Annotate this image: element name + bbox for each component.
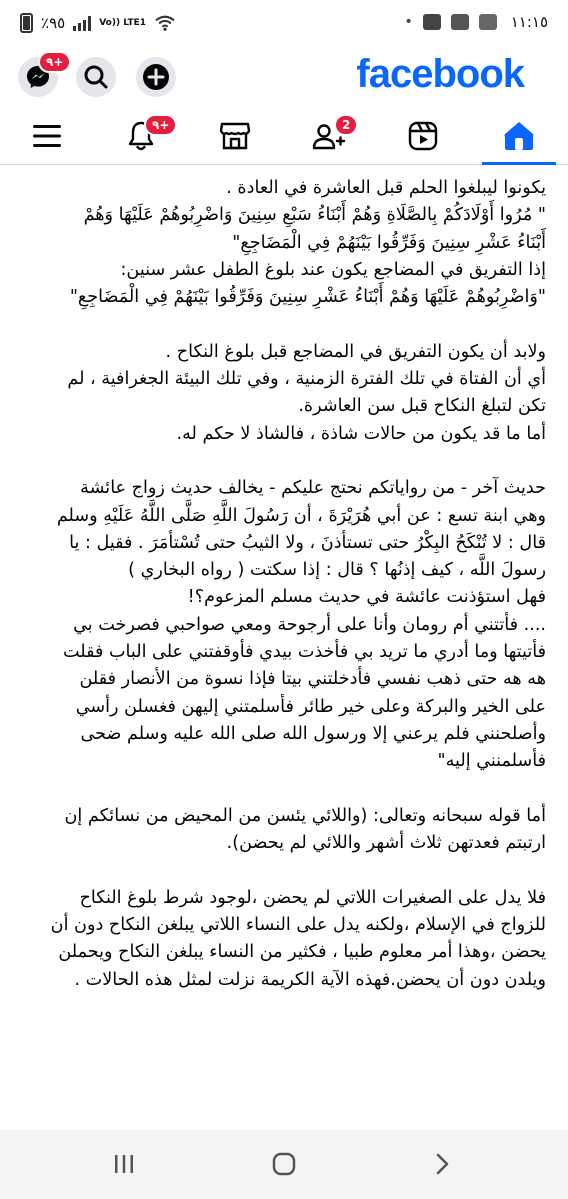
tab-friends[interactable]	[282, 108, 376, 164]
post-line: قال : لا تُنْكَحُ البِكْرُ حتى تستأذنَ ، ولا الثيبُ حتى تُسْتأمَرَ . فقيل : يا	[69, 532, 546, 553]
main-tabs	[0, 108, 568, 165]
post-line: فأسلمنني إليه"	[437, 751, 546, 772]
blank-line	[26, 857, 546, 884]
messenger-button[interactable]	[18, 55, 64, 97]
notifications-badge: ٩+	[144, 114, 177, 136]
tab-menu[interactable]	[0, 108, 94, 164]
post-line: وهي ابنة تسع : عن أبي هُرَيْرَةَ ، أن رَسُولَ اللَّهِ صَلَّى اللَّهُ عَلَيْهِ وسلم	[56, 505, 546, 526]
post-line: فأتيتها وما أدري ما تريد بي فأخذت بيدي فأوقفتني على الباب فقلت	[62, 642, 546, 663]
blank-line	[26, 311, 546, 338]
post-line: فهل استؤذنت عائشة في حديث مسلم المزعوم؟!	[187, 587, 546, 608]
post-line: أَبْنَاءُ عَشْرِ سِنِينَ وَفَرِّقُوا بَيْنَهُمْ فِي الْمَضَاجِعِ"	[232, 232, 546, 253]
status-left	[20, 13, 176, 33]
wifi-icon	[154, 14, 176, 32]
system-navigation-bar	[0, 1130, 568, 1199]
post-text	[0, 165, 568, 994]
create-button[interactable]	[136, 57, 176, 97]
recent-apps-icon	[113, 1153, 135, 1175]
post-line: " مُرُوا أَوْلَادَكُمْ بِالصَّلَاةِ وَهُمْ أَبْنَاءُ سَبْعِ سِنِينَ وَاضْرِبُوهُمْ عَلَيْهَا وَهُمْ	[83, 205, 546, 226]
tab-reels[interactable]	[376, 108, 470, 164]
battery-icon	[20, 13, 33, 33]
notification-dot: •	[404, 14, 413, 30]
marketplace-icon	[219, 121, 251, 151]
blank-line	[26, 448, 546, 475]
facebook-logo[interactable]: facebook	[356, 52, 524, 96]
post-line: أي أن الفتاة في تلك الفترة الزمنية ، وفي تلك البيئة الجغرافية ، لم	[67, 369, 546, 390]
home-icon	[502, 120, 536, 152]
post-line: "وَاضْرِبُوهُمْ عَلَيْهَا وَهُمْ أَبْنَاءُ عَشْرِ سِنِينَ وَفَرِّقُوا بَيْنَهُمْ فِي الْمَضَاجِعِ"	[69, 287, 546, 308]
tab-marketplace[interactable]	[188, 108, 282, 164]
blank-line	[26, 776, 546, 803]
status-bar	[0, 0, 568, 46]
search-icon	[76, 57, 116, 97]
battery-text: ٪٩٥	[41, 14, 66, 32]
post-line: يحضن ،وهذا أمر معلوم طبيا ، فكثير من النساء يبلغن النكاح ويحملن	[58, 942, 546, 963]
gallery-icon	[423, 14, 441, 30]
signal-bars-icon	[73, 15, 91, 31]
post-line: وأصلحنني فلم يرعني إلا ورسول الله صلى الله عليه وسلم ضحى	[80, 723, 546, 744]
post-line: ولابد أن يكون التفريق في المضاجع قبل بلوغ النكاح .	[165, 341, 546, 362]
chevron-right-icon	[432, 1152, 452, 1176]
back-button[interactable]	[422, 1148, 462, 1180]
reels-icon	[407, 120, 439, 152]
menu-icon	[32, 123, 62, 149]
post-line: أما قوله سبحانه وتعالى: (واللائي يئسن من المحيض من نسائكم إن	[64, 805, 546, 826]
plus-icon	[136, 57, 176, 97]
app-header	[0, 46, 568, 108]
app-notification-icon	[479, 14, 497, 30]
tab-home[interactable]	[470, 108, 568, 164]
post-line: ويلدن دون أن يحضن.فهذه الآية الكريمة نزلت لمثل هذه الحالات .	[74, 969, 546, 990]
tab-notifications[interactable]	[94, 108, 188, 164]
post-line: ارتبتم فعدتهن ثلاث أشهر واللائي لم يحضن).	[226, 833, 546, 854]
play-store-icon	[451, 14, 469, 30]
search-button[interactable]	[76, 57, 116, 97]
status-right	[404, 13, 548, 31]
post-line: هه هه حتى ذهب نفسي فأدخلتني بيتا فإذا نسوة من الأنصار فقلن	[79, 669, 546, 690]
messenger-badge: ٩+	[38, 51, 71, 73]
post-line: فلا يدل على الصغيرات اللاتي لم يحضن ،لوجود شرط بلوغ النكاح	[79, 887, 546, 908]
post-line: على الخير والبركة وعلى خير طائر فأسلمتني إليهن فغسلن رأسي	[75, 696, 546, 717]
post-line: حديث آخر - من رواياتكم نحتج عليكم - يخالف حديث زواج عائشة	[80, 478, 546, 499]
post-line: رسولَ اللَّه ، كيف إذنُها ؟ قال : إذا سكتت ( رواه البخاري )	[128, 560, 546, 581]
post-line: أما ما قد يكون من حالات شاذة ، فالشاذ لا حكم له.	[176, 423, 546, 444]
post-content	[0, 165, 568, 1130]
post-line: تكن لتبلغ النكاح قبل سن العاشرة.	[298, 396, 546, 417]
home-system-button[interactable]	[264, 1148, 304, 1180]
network-label: Vo)) LTE1	[99, 17, 146, 28]
home-circle-icon	[272, 1152, 296, 1176]
post-line: للزواج في الإسلام ،ولكنه يدل على النساء اللاتي يبلغن النكاح دون أن	[50, 915, 546, 936]
post-line: .... فأتتني أم رومان وأنا على أرجوحة ومعي صواحبي فصرخت بي	[73, 614, 546, 635]
post-line: يكونوا ليبلغوا الحلم قبل العاشرة في العادة .	[226, 178, 546, 198]
post-line: إذا التفريق في المضاجع يكون عند بلوغ الطفل عشر سنين:	[120, 259, 546, 280]
status-time: ١١:١٥	[510, 13, 548, 31]
friends-badge: 2	[334, 114, 358, 136]
recent-apps-button[interactable]	[104, 1148, 144, 1180]
